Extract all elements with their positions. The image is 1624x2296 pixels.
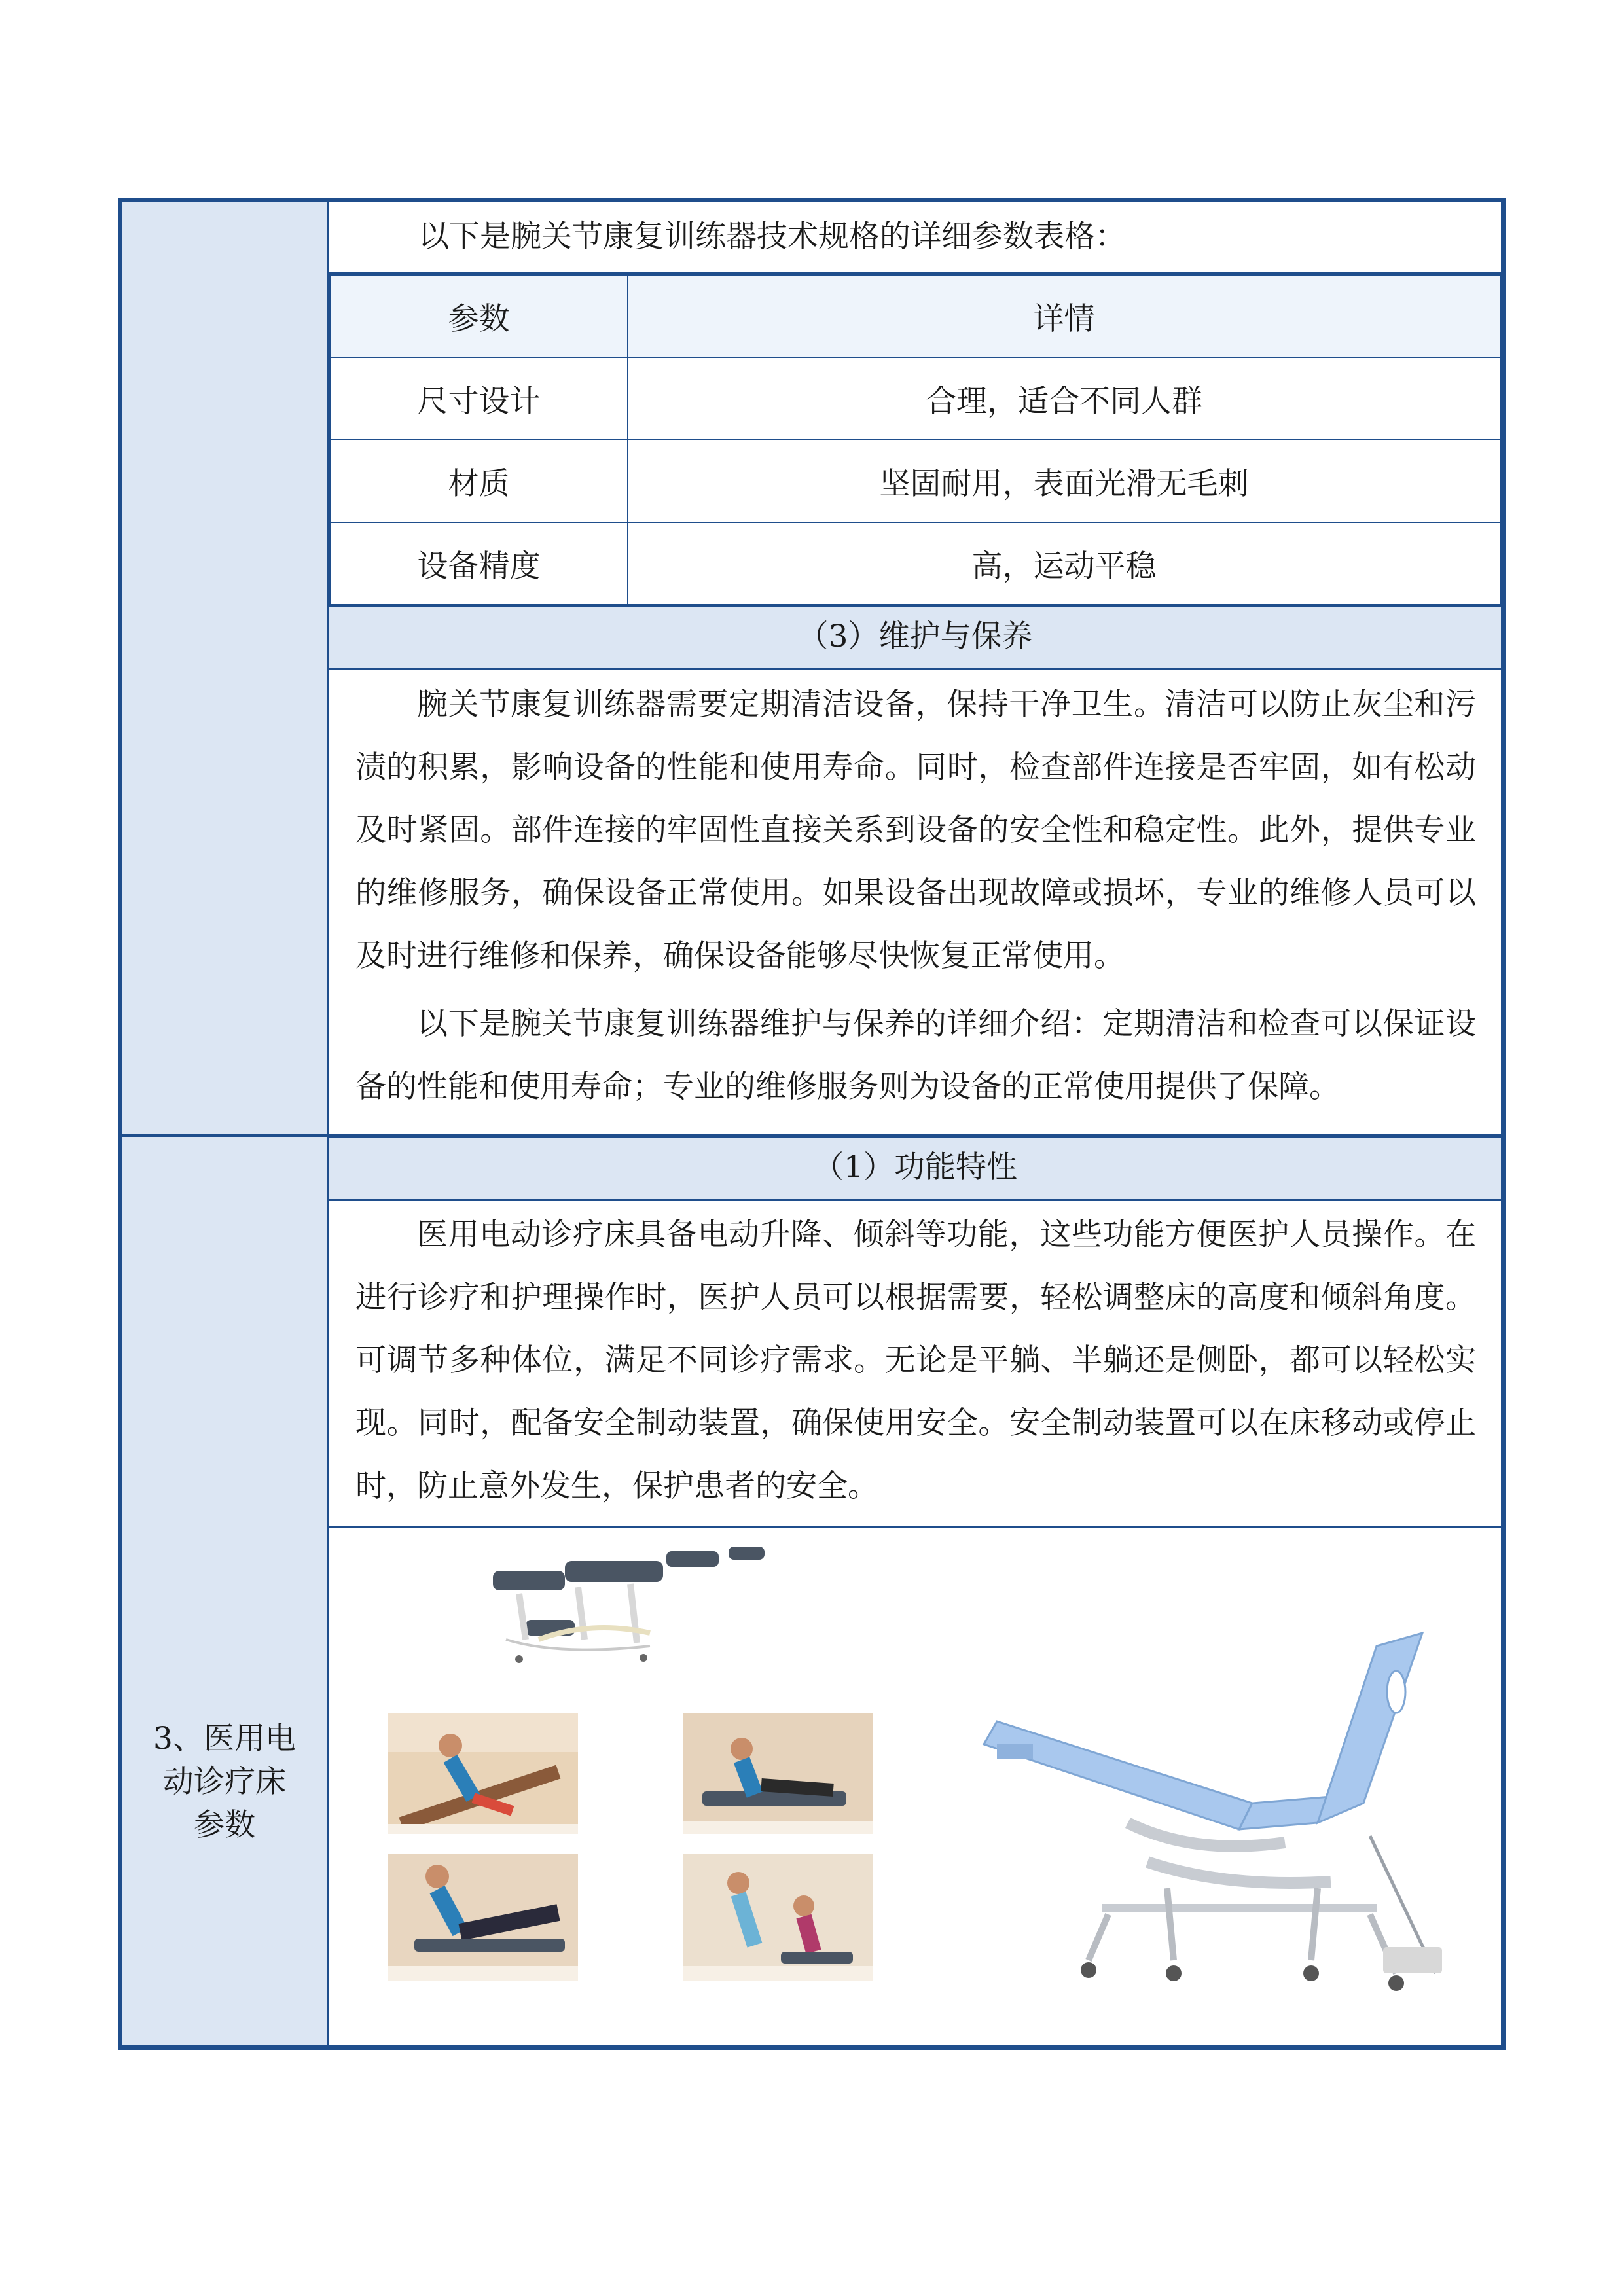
blue-treatment-bed-photo (977, 1607, 1481, 2013)
spec-intro: 以下是腕关节康复训练器技术规格的详细参数表格： (329, 202, 1501, 274)
paragraph: 医用电动诊疗床具备电动升降、倾斜等功能，这些功能方便医护人员操作。在进行诊疗和护理操作时，医护人员可以根据需要，轻松调整床的高度和倾斜角度。可调节多种体位，满足不同诊疗需求。无论是平躺、半躺还是侧卧，都可以轻松实现。同时，配备安全制动装置，确保使用安全。安全制动装置可以在床移动或停止时，防止意外发生，保护患者的安全。 (355, 1217, 1476, 1504)
table-header-row (330, 275, 1500, 357)
header-cell: 详情 (628, 275, 1500, 357)
paragraph: 以下是腕关节康复训练器维护与保养的详细介绍：定期清洁和检查可以保证设备的性能和使用寿命；专业的维修服务则为设备的正常使用提供了保障。 (355, 1006, 1476, 1105)
table-cell: 合理，适合不同人群 (628, 357, 1500, 440)
function-text (355, 1204, 1476, 1518)
table-row (330, 440, 1500, 522)
paragraph: 腕关节康复训练器需要定期清洁设备，保持干净卫生。清洁可以防止灰尘和污渍的积累，影响设备的性能和使用寿命。同时，检查部件连接是否牢固，如有松动及时紧固。部件连接的牢固性直接关系到设备的安全性和稳定性。此外，提供专业的维修服务，确保设备正常使用。如果设备出现故障或损坏，专业的维修人员可以及时进行维修和保养，确保设备能够尽快恢复正常使用。 (355, 687, 1476, 974)
table-cell: 材质 (330, 440, 628, 522)
spec-table (329, 274, 1501, 605)
usage-photo-4 (683, 1854, 873, 1981)
table-cell: 坚固耐用，表面光滑无毛刺 (628, 440, 1500, 522)
bed-product-photo (480, 1541, 781, 1672)
maintenance-heading: （3）维护与保养 (329, 605, 1501, 670)
usage-photo-2 (683, 1713, 873, 1834)
document-table (118, 198, 1506, 2050)
maintenance-text (355, 673, 1476, 1119)
usage-photo-3 (388, 1854, 578, 1981)
table-cell: 设备精度 (330, 522, 628, 605)
content-column (329, 202, 1501, 2045)
header-cell: 参数 (330, 275, 628, 357)
bed-section-label: 3、医用电 动诊疗床 参数 (153, 1721, 296, 1843)
function-heading: （1）功能特性 (329, 1136, 1501, 1201)
table-cell: 高，运动平稳 (628, 522, 1500, 605)
table-cell: 尺寸设计 (330, 357, 628, 440)
table-row (330, 357, 1500, 440)
table-row (330, 522, 1500, 605)
bed-photo-area (329, 1526, 1501, 2045)
usage-photo-1 (388, 1713, 578, 1834)
